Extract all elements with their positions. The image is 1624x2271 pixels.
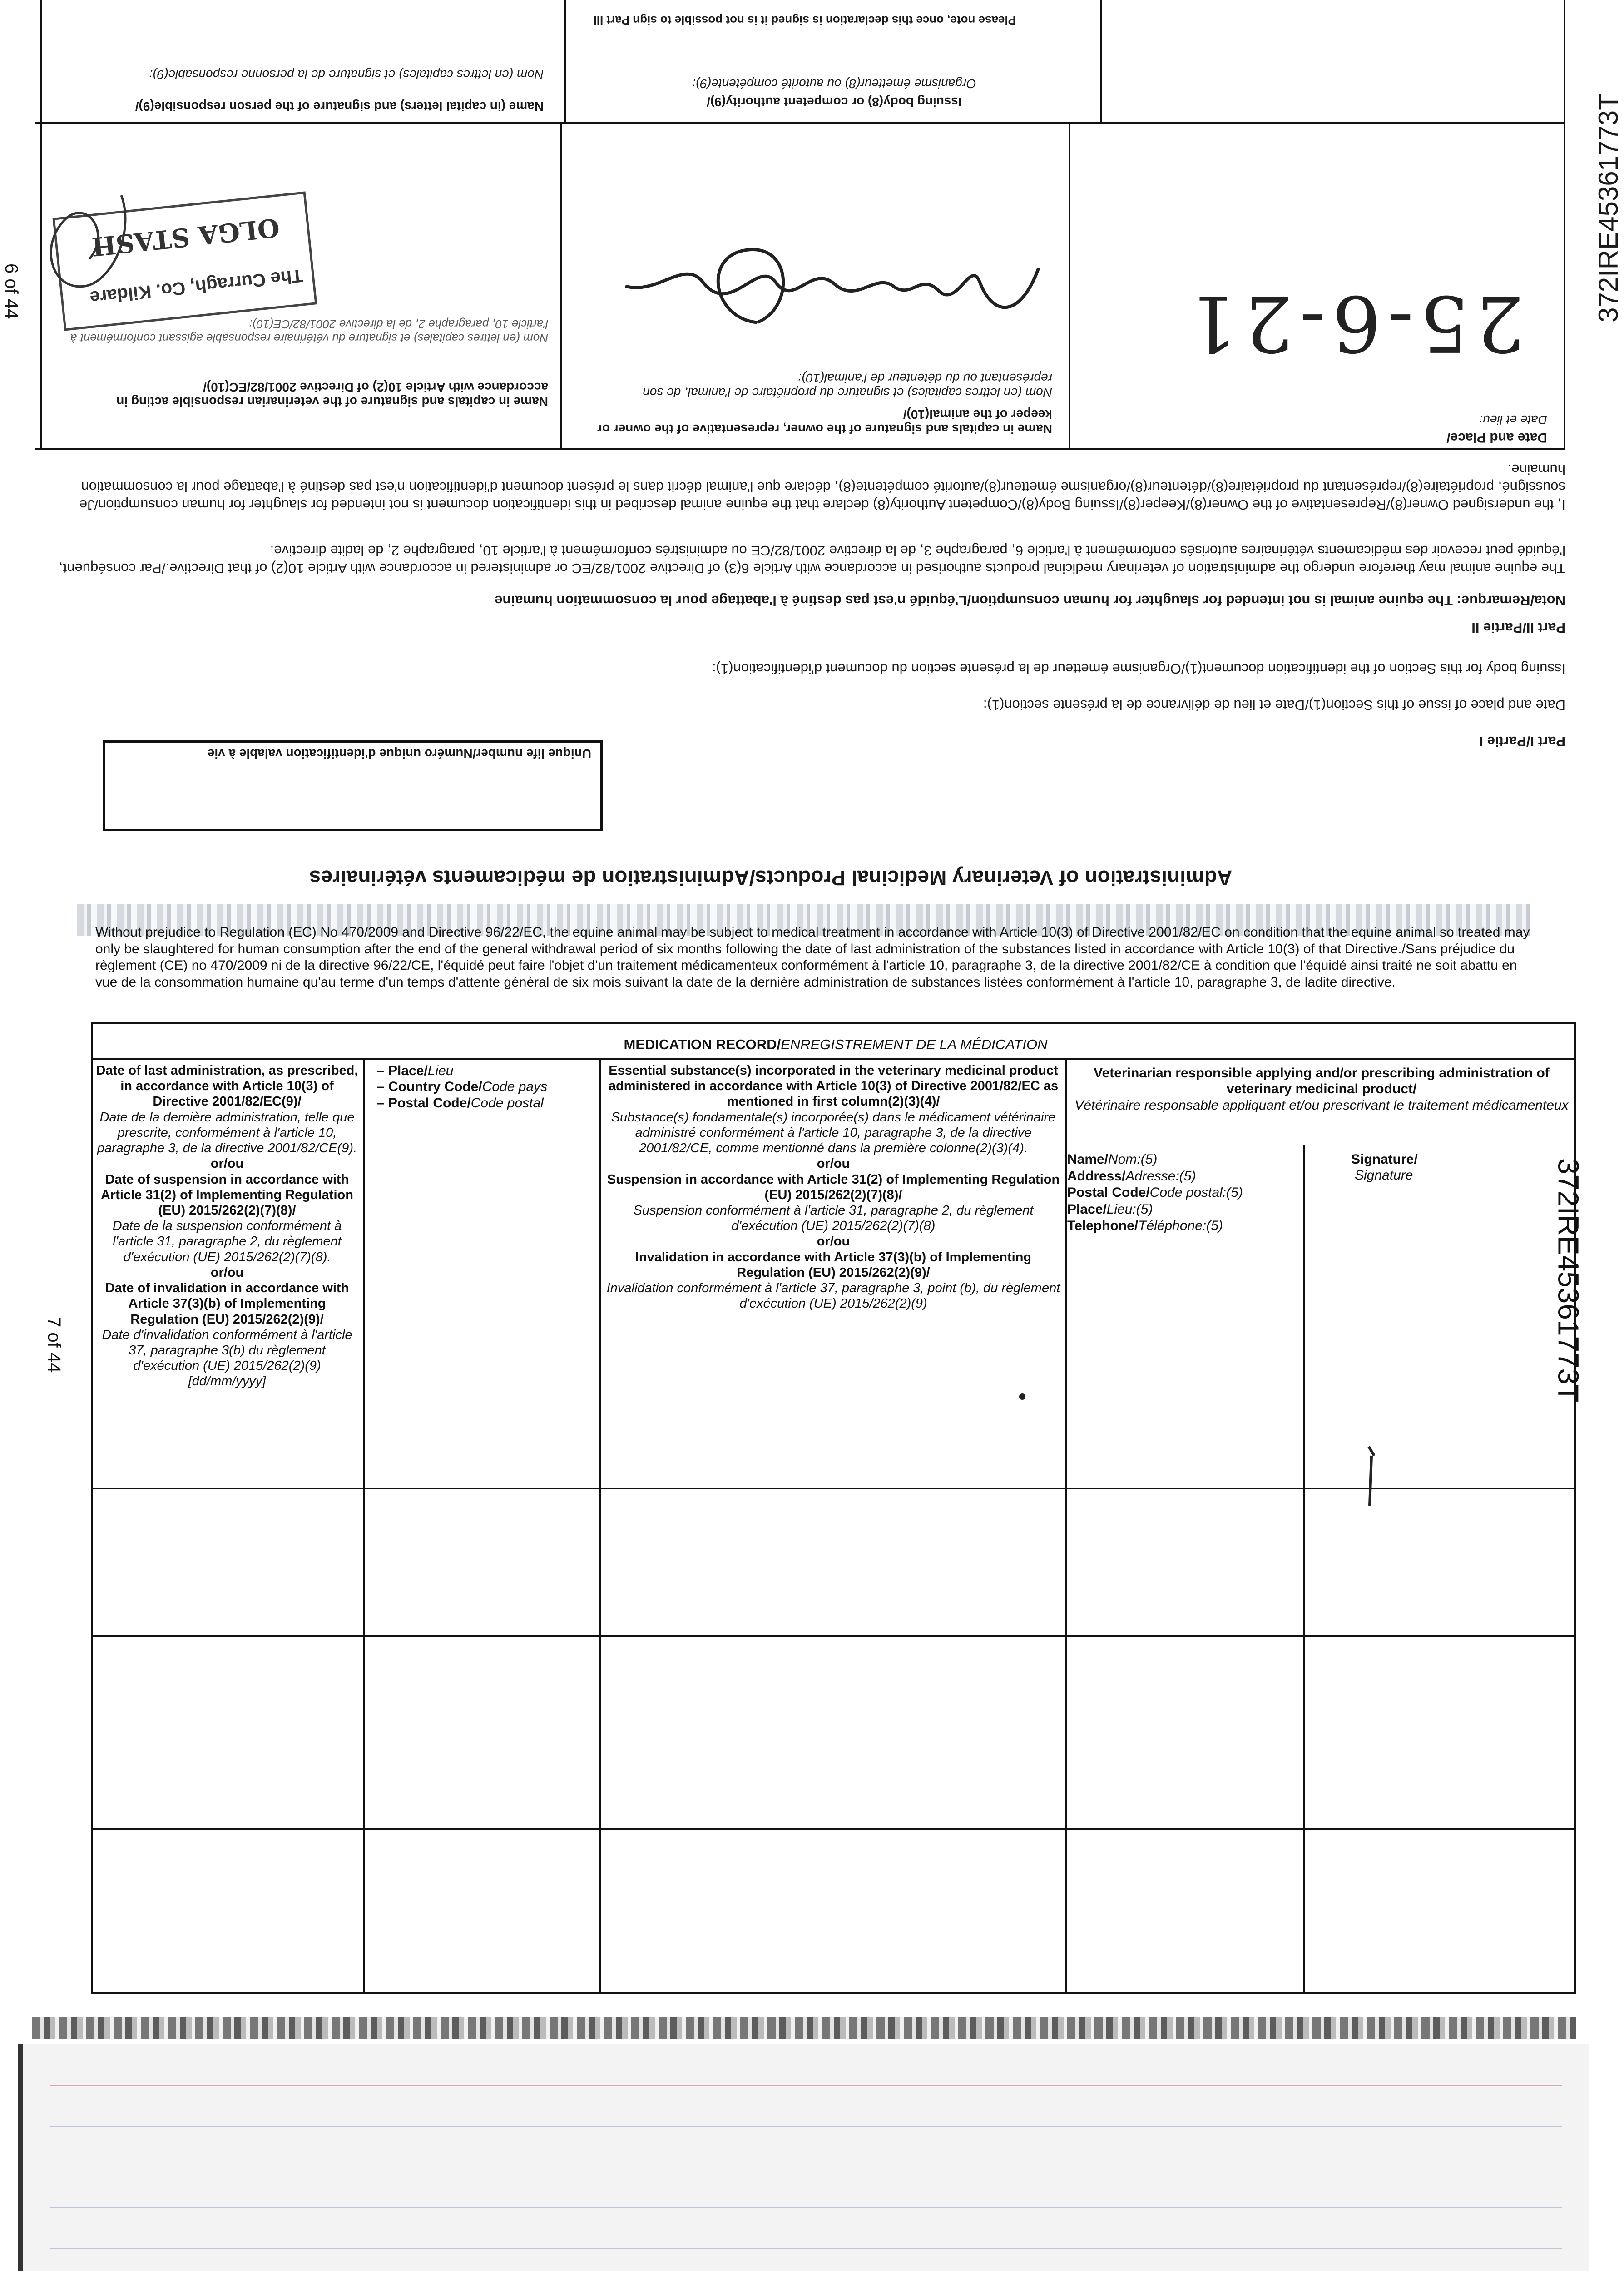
- part2-label: Part II/Partie II: [1471, 620, 1565, 636]
- part1-label: Part I/Partie I: [1479, 734, 1565, 749]
- nota-text: Nota/Remarque: The equine animal is not intended for slaughter for human consumption/L'équidé n'est pas destiné à l'abattage pour la consommation humaine: [495, 593, 1565, 609]
- blank-ruled-sheet: [18, 2044, 1589, 2271]
- article-text: The equine animal may therefore undergo the administration of veterinary medicinal products authorised in accordance with Article 6(3) of Directive 2001/82/EC or administered in accordance with Article 10(2) of that Directive./Par conséquent, l'équidé peut recevoir des médicaments vétérinaires autorisés conformément à l'article 6, paragraphe 3, de la directive 2001/82/CE ou administrés conformément à l'article 10, paragraphe 2, de ladite directive.: [59, 543, 1565, 576]
- owner-signature: [612, 236, 1048, 336]
- side-id-lower: 372IRE45361773T: [1552, 1158, 1585, 1403]
- col3-header: Essential substance(s) incorporated in the veterinary medicinal product administered in accordance with Article 10(3) of Directive 2001/82/EC as mentioned in first column(2)(3)(4)/ Substance(s) fondamentale(s) incorporée(s) dans le médicament vétérinaire administré conformément à l'article 10, paragraphe 3, de la directive 2001/82/CE, comme mentionné dans la première colonne(2)(3)(4). or/ou Suspension in accordance with Article 31(2) of Implementing Regulation (EU) 2015/262(2)(7)(8)/ Suspension conformément à l'article 31, paragraphe 2, du règlement d'exécution (UE) 2015/262(2)(7)(8) or/ou Invalidation in accordance with Article 37(3)(b) of Implementing Regulation (EU) 2015/262(2)(9)/ Invalidation conformément à l'article 37, paragraphe 3, point (b), du règlement d'exécution (UE) 2015/262(2)(9): [606, 1063, 1060, 1311]
- upper-page-rotated: [0, 0, 1624, 904]
- date-place-section: Date and place of issue of this Section(1)/Date et lieu de délivrance de la présente section(1):: [983, 697, 1565, 713]
- issuing-body-fr: Organisme émetteur(8) ou autorité compétente(9):: [692, 77, 976, 91]
- admin-title-upper: Administration of Veterinary Medicinal Products/Administration de médicaments vétérinaires: [309, 866, 1233, 890]
- col4-signature: Signature/ Signature: [1351, 1152, 1418, 1183]
- side-id-upper: 372IRE45361773T: [1593, 94, 1624, 322]
- med-record-title: MEDICATION RECORD/ENREGISTREMENT DE LA MÉDICATION: [624, 1036, 1048, 1052]
- date-fr: Date et lieu:: [1479, 413, 1547, 427]
- ulin-label: Unique life number/Numéro unique d'identification valable à vie: [207, 747, 591, 761]
- upper-page-number: 6 of 44: [1, 263, 21, 319]
- stamp-line-2: OLGA STASH: [90, 212, 281, 262]
- issuing-body-label: Issuing body(8) or competent authority(9)/: [707, 95, 962, 109]
- admin-intro: Without prejudice to Regulation (EC) No 470/2009 and Directive 96/22/EC, the equine animal may be subject to medical treatment in accordance with Article 10(3) of Directive 2001/82/EC on condition that the equine animal so treated may only be slaughtered for human consumption after the end of the general withdrawal period of six months following the date of last administration of the substances listed in accordance with Article 10(3) of that Directive./Sans préjudice du règlement (CE) no 470/2009 ni de la directive 96/22/CE, l'équidé peut faire l'objet d'un traitement médicamenteux conformément à l'article 10, paragraphe 3, de la directive 2001/82/CE à condition que l'équidé ainsi traité ne soit abattu en vue de la consommation humaine qu'au terme d'un temps d'attente général de six mois suivant la date de la dernière administration de substances listées conformément à l'article 10, paragraphe 3, de ladite directive.: [95, 925, 1530, 990]
- col4-vet-fields: Name/Nom:(5) Address/Adresse:(5) Postal Code/Code postal:(5) Place/Lieu:(5) Telephone/Téléphone:(5): [1067, 1152, 1243, 1234]
- vet-fr: Nom (en lettres capitales) et signature du vétérinaire responsable agissant conformément à l'article 10, paragraphe 2, de la directive 2001/82/CE(10):: [70, 317, 548, 345]
- stamp-line-1: The Curragh, Co. Kildare: [89, 265, 304, 308]
- date-handwritten: 25-6-21: [1182, 278, 1525, 368]
- stamp-scribble: [35, 182, 139, 300]
- person-label: Name (in capital letters) and signature of the person responsible(9)/: [135, 99, 544, 114]
- owner-fr: Nom (en lettres capitales) et signature du propriétaire de l'animal, de son représentant ou du détenteur de l'animal(10):: [643, 371, 1052, 400]
- pen-mark: [1362, 1442, 1381, 1510]
- date-label: Date and Place/: [1446, 430, 1547, 445]
- declaration-text: I, the undersigned Owner(8)/Representative of the Owner(8)/Keeper(8)/Issuing Body(8)/Competent Authority(8) declare that the equine animal described in this identification document is not intended for slaughter for human consumption/Je soussigné, propriétaire(8)/représentant du propriétaire(8)/détenteur(8)/organisme émetteur(8)/autorité compétente(8), déclare que l'animal décrit dans le présent document d'identification n'est pas destiné à l'abattage pour la consommation humaine.: [79, 461, 1565, 513]
- ulin-box: [103, 740, 603, 831]
- owner-label: Name in capitals and signature of the owner, representative of the owner or keeper of the animal(10)/: [597, 407, 1052, 436]
- col2-header: – Place/Lieu – Country Code/Code pays – Postal Code/Code postal: [377, 1063, 548, 1111]
- header-note: Please note, once this declaration is signed it is not possible to sign Part III: [593, 14, 1016, 27]
- col4-header: Veterinarian responsible applying and/or prescribing administration of veterinary medicinal product/ Vétérinaire responsable appliquant et/ou prescrivant le traitement médicamenteux: [1074, 1066, 1569, 1113]
- scan-artifact: [32, 2017, 1576, 2039]
- issuing-body-section: Issuing body for this Section of the identification document(1)/Organisme émetteur de la présente section du document d'identification(1):: [712, 661, 1565, 677]
- person-fr: Nom (en lettres capitales) et signature de la personne responsable(9):: [149, 68, 544, 82]
- vet-label: Name in capitals and signature of the veterinarian responsible acting in accordance with Article 10(2) of Directive 2001/82/EC(10)/: [116, 380, 548, 409]
- ink-dot: [1019, 1393, 1025, 1400]
- col1-header: Date of last administration, as prescribed, in accordance with Article 10(3) of Directive 2001/82/EC(9)/ Date de la dernière administration, telle que prescrite, conformément à l'article 10, paragraphe 3, de la directive 2001/82/CE(9). or/ou Date of suspension in accordance with Article 31(2) of Implementing Regulation (EU) 2015/262(2)(7)(8)/ Date de la suspension conformément à l'article 31, paragraphe 2, du règlement d'exécution (UE) 2015/262(2)(7)(8). or/ou Date of invalidation in accordance with Article 37(3)(b) of Implementing Regulation (EU) 2015/262(2)(9)/ Date d'invalidation conformément à l'article 37, paragraphe 3(b) du règlement d'exécution (UE) 2015/262(2)(9) [dd/mm/yyyy]: [96, 1063, 358, 1389]
- lower-page-number: 7 of 44: [44, 1317, 64, 1373]
